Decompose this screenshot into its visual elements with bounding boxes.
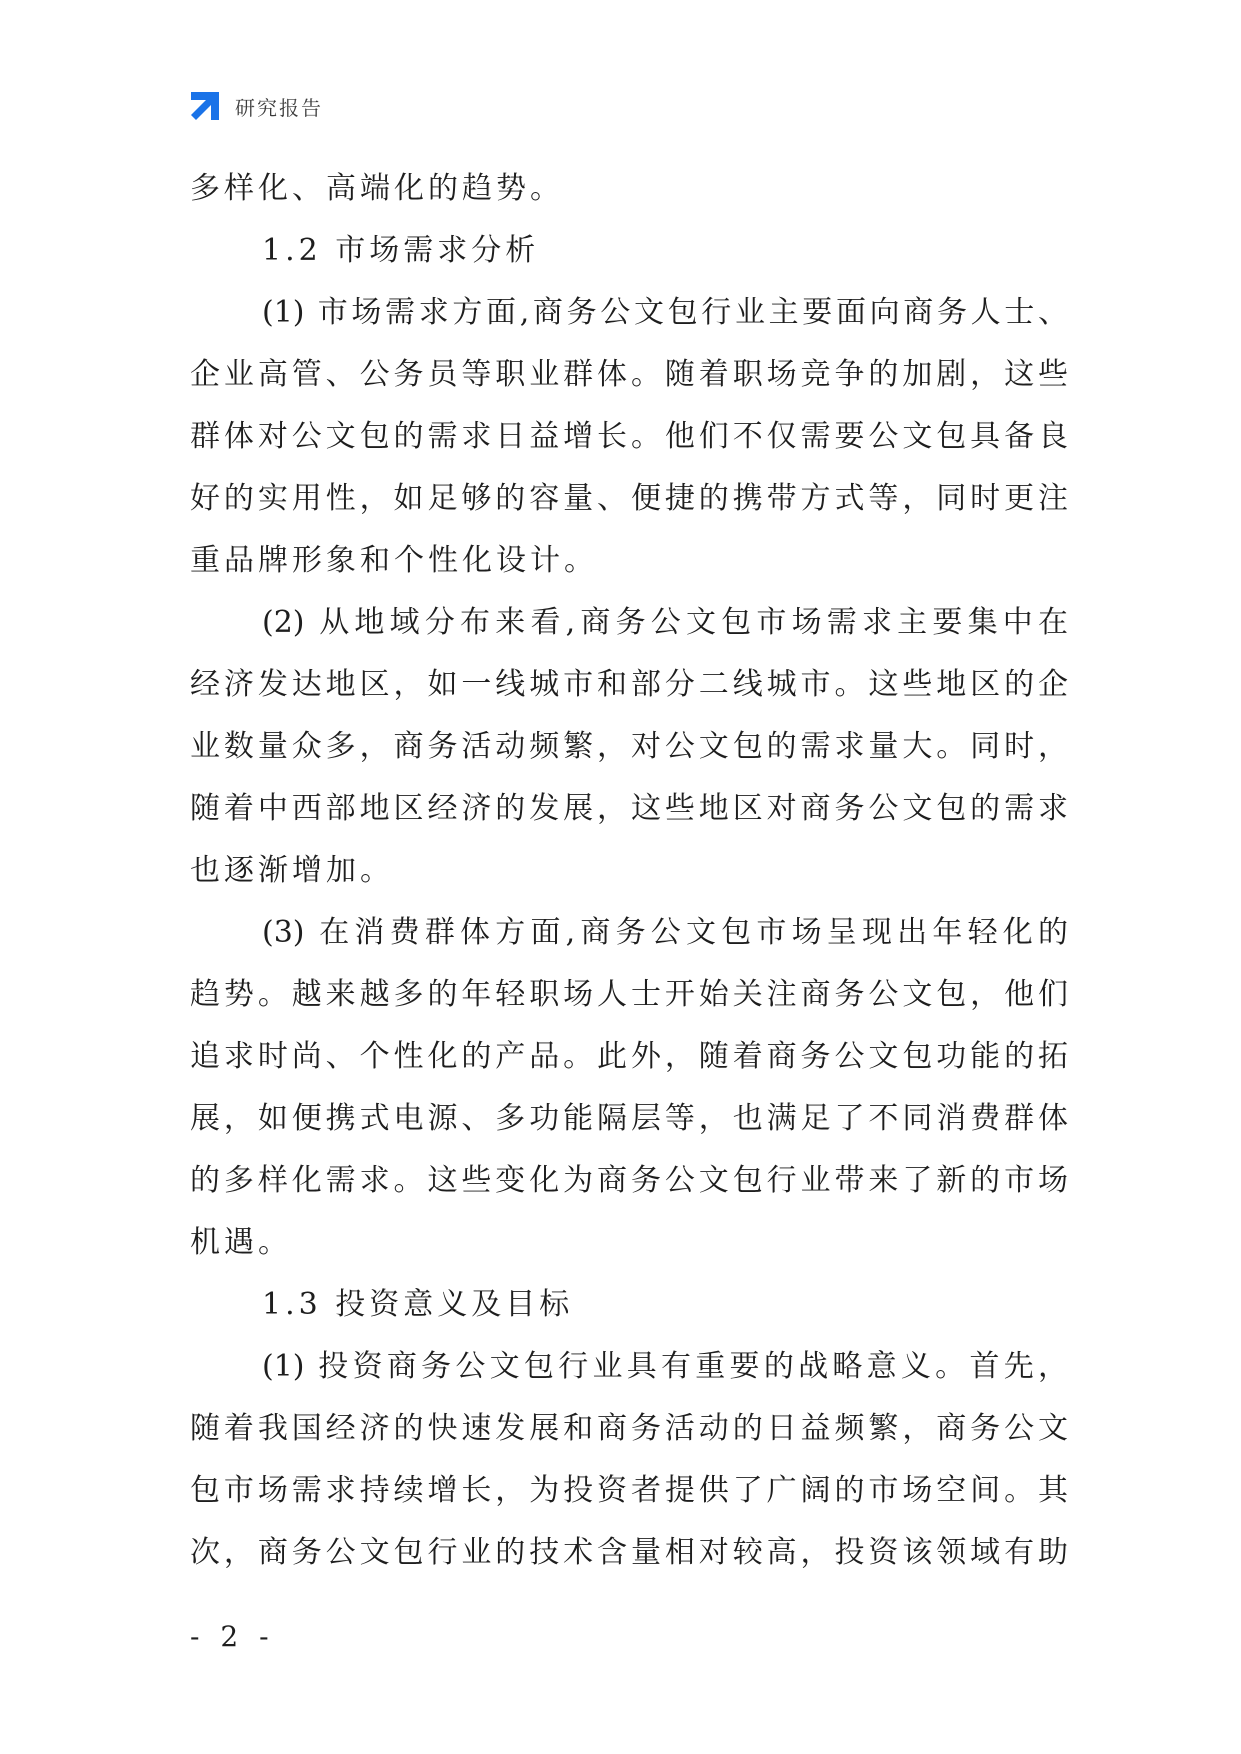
- body-text-line: 也逐渐增加。: [190, 853, 394, 888]
- body-text-line: 重品牌形象和个性化设计。: [190, 543, 598, 578]
- header-label: 研究报告: [235, 95, 323, 120]
- body-text-line: 业数量众多，商务活动频繁，对公文包的需求量大。同时，: [190, 729, 1068, 764]
- body-text-line: 机遇。: [190, 1225, 292, 1260]
- page-number: - 2 -: [190, 1620, 275, 1653]
- section-heading: 1.2 市场需求分析: [262, 233, 540, 268]
- arrow-up-right-icon: [187, 88, 223, 124]
- page-header: [187, 88, 323, 124]
- body-text-line: 经济发达地区，如一线城市和部分二线城市。这些地区的企: [190, 667, 1068, 702]
- body-text-line: (2) 从地域分布来看,商务公文包市场需求主要集中在: [262, 605, 1068, 640]
- body-text-line: (3) 在消费群体方面,商务公文包市场呈现出年轻化的: [262, 915, 1068, 950]
- body-text-line: 企业高管、公务员等职业群体。随着职场竞争的加剧，这些: [190, 357, 1068, 392]
- body-text-line: (1) 投资商务公文包行业具有重要的战略意义。首先，: [262, 1349, 1068, 1384]
- body-text-line: 多样化、高端化的趋势。: [190, 171, 564, 206]
- body-text-line: 包市场需求持续增长，为投资者提供了广阔的市场空间。其: [190, 1473, 1068, 1508]
- body-text-line: 随着我国经济的快速发展和商务活动的日益频繁，商务公文: [190, 1411, 1068, 1446]
- document-body: [190, 158, 1068, 1584]
- body-text-line: 追求时尚、个性化的产品。此外，随着商务公文包功能的拓: [190, 1039, 1068, 1074]
- body-text-line: 趋势。越来越多的年轻职场人士开始关注商务公文包，他们: [190, 977, 1068, 1012]
- body-text-line: 好的实用性，如足够的容量、便捷的携带方式等，同时更注: [190, 481, 1068, 516]
- body-text-line: 展，如便携式电源、多功能隔层等，也满足了不同消费群体: [190, 1101, 1068, 1136]
- body-text-line: 次，商务公文包行业的技术含量相对较高，投资该领域有助: [190, 1535, 1068, 1570]
- body-text-line: (1) 市场需求方面,商务公文包行业主要面向商务人士、: [262, 295, 1068, 330]
- section-heading: 1.3 投资意义及目标: [262, 1287, 574, 1322]
- body-text-line: 随着中西部地区经济的发展，这些地区对商务公文包的需求: [190, 791, 1068, 826]
- body-text-line: 群体对公文包的需求日益增长。他们不仅需要公文包具备良: [190, 419, 1068, 454]
- body-text-line: 的多样化需求。这些变化为商务公文包行业带来了新的市场: [190, 1163, 1068, 1198]
